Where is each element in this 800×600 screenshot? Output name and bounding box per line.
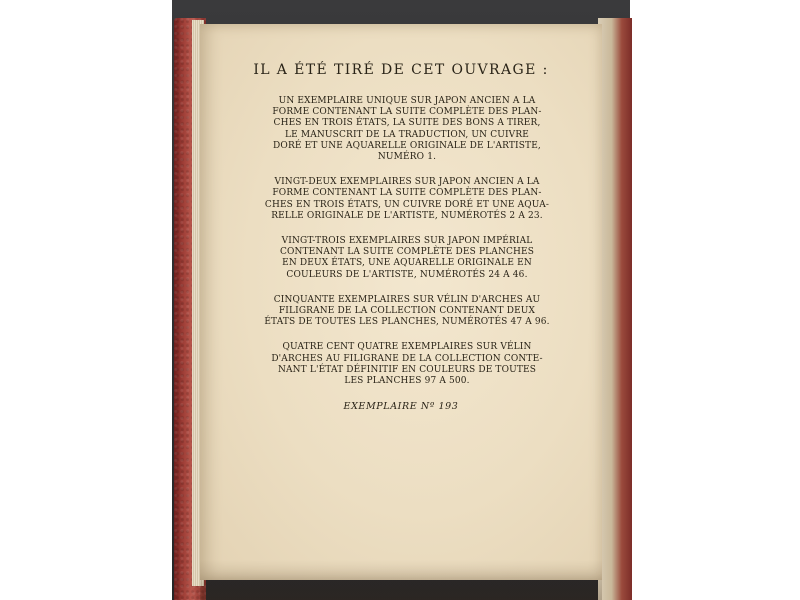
text-line: COULEURS DE L'ARTISTE, NUMÉROTÉS 24 A 46. (286, 269, 528, 280)
text-line: FORME CONTENANT LA SUITE COMPLÈTE DES PLAN- (272, 188, 542, 199)
text-line: EN DEUX ÉTATS, UNE AQUARELLE ORIGINALE EN (282, 258, 532, 269)
page-shadow (200, 560, 602, 600)
book-cover-right (598, 18, 632, 600)
text-line: LES PLANCHES 97 A 500. (344, 376, 470, 387)
text-line: DORÉ ET UNE AQUARELLE ORIGINALE DE L'ARTISTE, (273, 140, 541, 151)
text-line: QUATRE CENT QUATRE EXEMPLAIRES SUR VÉLIN (282, 342, 532, 353)
text-line: CHES EN TROIS ÉTATS, LA SUITE DES BONS A TIRER, (273, 118, 541, 129)
text-line: UN EXEMPLAIRE UNIQUE SUR JAPON ANCIEN A LA (278, 96, 536, 106)
edition-paragraph-1 (238, 96, 576, 163)
text-line: CHES EN TROIS ÉTATS, UN CUIVRE DORÉ ET UNE AQUA- (264, 199, 550, 210)
edition-paragraph-3 (238, 236, 576, 281)
colophon-heading: IL A ÉTÉ TIRÉ DE CET OUVRAGE : (253, 62, 549, 78)
edition-paragraph-4 (238, 295, 576, 329)
text-line: ÉTATS DE TOUTES LES PLANCHES, NUMÉROTÉS 47 A 96. (264, 317, 550, 328)
text-line: VINGT-DEUX EXEMPLAIRES SUR JAPON ANCIEN A LA (274, 177, 540, 188)
text-line: LE MANUSCRIT DE LA TRADUCTION, UN CUIVRE (285, 129, 529, 140)
text-line: FILIGRANE DE LA COLLECTION CONTENANT DEUX (278, 306, 536, 317)
text-line: D'ARCHES AU FILIGRANE DE LA COLLECTION CONTE- (271, 353, 543, 364)
text-line: NANT L'ÉTAT DÉFINITIF EN COULEURS DE TOUTES (277, 364, 537, 375)
edition-paragraph-2 (238, 177, 576, 222)
text-line: FORME CONTENANT LA SUITE COMPLÈTE DES PLAN- (272, 107, 542, 118)
edition-paragraph-5 (238, 342, 576, 387)
colophon-text (238, 62, 576, 401)
text-line: CONTENANT LA SUITE COMPLÈTE DES PLANCHES (279, 247, 535, 258)
text-line: CINQUANTE EXEMPLAIRES SUR VÉLIN D'ARCHES AU (273, 294, 541, 305)
copy-number: EXEMPLAIRE Nº 193 (343, 401, 459, 412)
text-line: NUMÉRO 1. (377, 152, 437, 163)
text-line: RELLE ORIGINALE DE L'ARTISTE, NUMÉROTÉS 2 A 23. (271, 210, 543, 221)
text-line: VINGT-TROIS EXEMPLAIRES SUR JAPON IMPÉRIAL (281, 236, 533, 247)
